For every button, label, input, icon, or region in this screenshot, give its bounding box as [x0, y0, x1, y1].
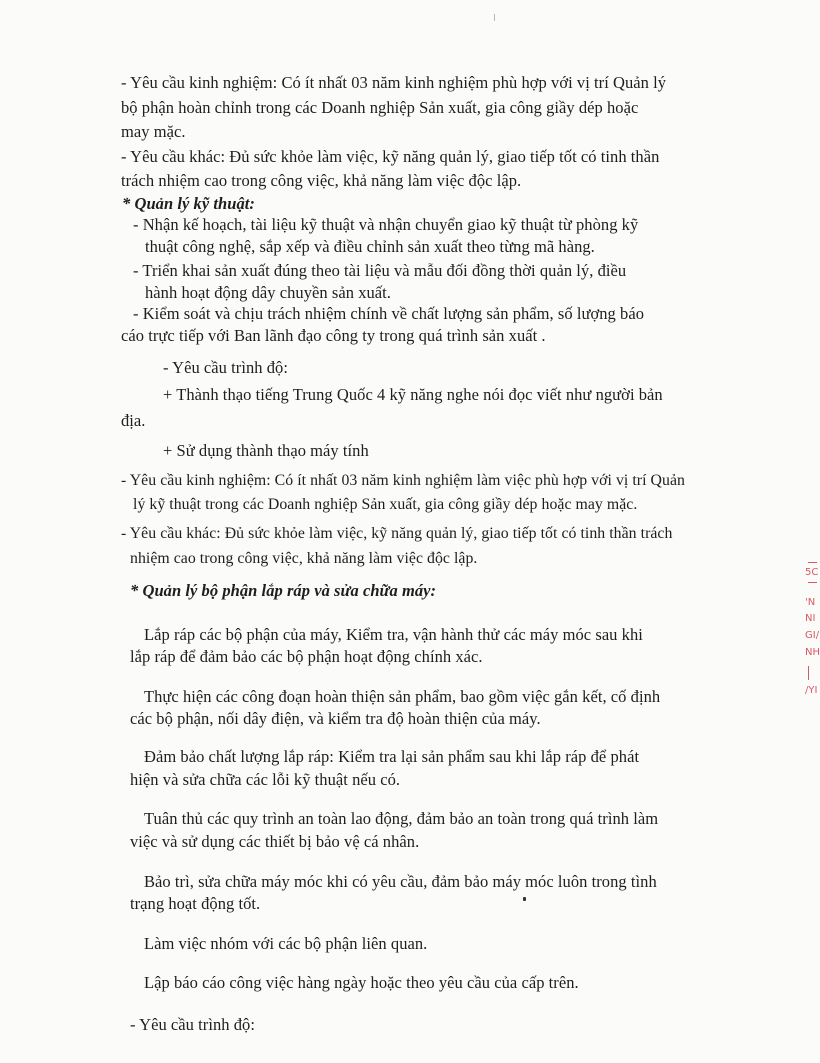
text-line: lý kỹ thuật trong các Doanh nghiệp Sản xuất, gia công giầy dép hoặc may mặc.	[133, 496, 638, 513]
text-line: trạng hoạt động tốt.	[130, 894, 261, 913]
text-line: Tuân thủ các quy trình an toàn lao động, đảm bảo an toàn trong quá trình làm	[144, 809, 659, 828]
text-line: - Yêu cầu trình độ:	[163, 358, 288, 377]
text-line: Làm việc nhóm với các bộ phận liên quan.	[144, 934, 428, 953]
text-line: - Yêu cầu kinh nghiệm: Có ít nhất 03 năm kinh nghiệm phù hợp với vị trí Quản lý	[121, 73, 667, 92]
text-line: - Yêu cầu khác: Đủ sức khỏe làm việc, kỹ năng quản lý, giao tiếp tốt có tinh thần	[121, 147, 660, 166]
text-line: Lắp ráp các bộ phận của máy, Kiểm tra, vận hành thử các máy móc sau khi	[144, 625, 643, 644]
text-line: - Triển khai sản xuất đúng theo tài liệu và mẫu đối đồng thời quản lý, điều	[133, 261, 627, 280]
stamp-line	[808, 562, 817, 563]
stamp-line	[808, 666, 809, 680]
section-heading-assembly: * Quản lý bộ phận lắp ráp và sửa chữa máy:	[130, 581, 437, 600]
section-heading-technical: * Quản lý kỹ thuật:	[122, 194, 255, 213]
text-line: các bộ phận, nối dây điện, và kiểm tra độ hoàn thiện của máy.	[130, 709, 541, 728]
text-line: may mặc.	[121, 122, 186, 141]
text-line: thuật công nghệ, sắp xếp và điều chỉnh sản xuất theo từng mã hàng.	[145, 237, 595, 256]
text-line: hiện và sửa chữa các lỗi kỹ thuật nếu có.	[130, 770, 401, 789]
text-line: - Yêu cầu khác: Đủ sức khỏe làm việc, kỹ năng quản lý, giao tiếp tốt có tinh thần trách	[121, 525, 673, 542]
text-line: việc và sử dụng các thiết bị bảo vệ cá nhân.	[130, 832, 420, 851]
text-line: lắp ráp để đảm bảo các bộ phận hoạt động chính xác.	[130, 647, 483, 666]
text-line: trách nhiệm cao trong công việc, khả năng làm việc độc lập.	[121, 171, 522, 190]
stamp-text: 'N	[805, 597, 816, 608]
text-line: Đảm bảo chất lượng lắp ráp: Kiểm tra lại sản phẩm sau khi lắp ráp để phát	[144, 747, 640, 766]
text-line: Lập báo cáo công việc hàng ngày hoặc theo yêu cầu của cấp trên.	[144, 973, 579, 992]
text-line: Bảo trì, sửa chữa máy móc khi có yêu cầu, đảm bảo máy móc luôn trong tình	[144, 872, 657, 891]
stamp-text: NH	[805, 647, 820, 658]
text-line: Thực hiện các công đoạn hoàn thiện sản phẩm, bao gồm việc gắn kết, cố định	[144, 687, 661, 706]
ink-speck	[523, 897, 526, 901]
stamp-text: 5C	[805, 567, 819, 578]
text-line: + Sử dụng thành thạo máy tính	[163, 441, 369, 460]
stamp-text: GI/	[805, 630, 820, 641]
text-line: địa.	[121, 411, 146, 430]
text-line: cáo trực tiếp với Ban lãnh đạo công ty trong quá trình sản xuất .	[121, 326, 546, 345]
text-line: - Yêu cầu kinh nghiệm: Có ít nhất 03 năm kinh nghiệm làm việc phù hợp với vị trí Quản	[121, 472, 685, 489]
scan-mark	[494, 14, 495, 21]
stamp-text: /YI	[805, 685, 818, 696]
stamp-line	[808, 582, 817, 583]
stamp-text: NI	[805, 613, 816, 624]
red-stamp-fragment	[797, 556, 820, 706]
text-line: - Kiểm soát và chịu trách nhiệm chính về chất lượng sản phẩm, số lượng báo	[133, 304, 644, 323]
text-line: - Yêu cầu trình độ:	[130, 1015, 255, 1034]
text-line: bộ phận hoàn chỉnh trong các Doanh nghiệp Sản xuất, gia công giầy dép hoặc	[121, 98, 639, 117]
text-line: - Nhận kế hoạch, tài liệu kỹ thuật và nhận chuyển giao kỹ thuật từ phòng kỹ	[133, 215, 639, 234]
text-line: hành hoạt động dây chuyền sản xuất.	[145, 283, 391, 302]
text-line: nhiệm cao trong công việc, khả năng làm việc độc lập.	[130, 550, 478, 567]
text-line: + Thành thạo tiếng Trung Quốc 4 kỹ năng nghe nói đọc viết như người bản	[163, 385, 663, 404]
